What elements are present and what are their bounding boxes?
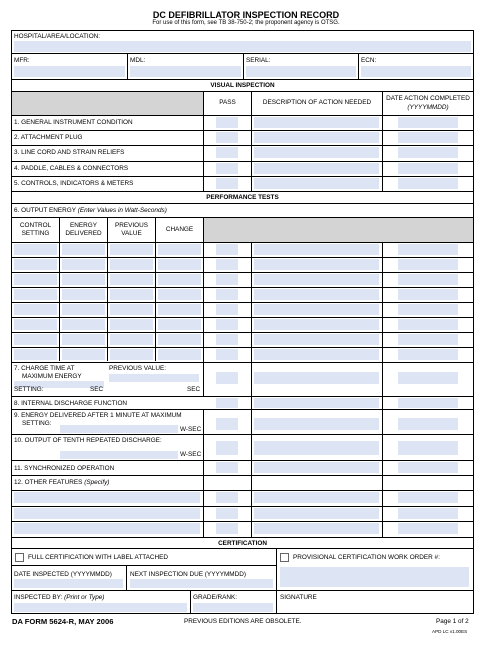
inspected-by-field[interactable] (14, 603, 187, 612)
energy-description[interactable] (254, 274, 379, 285)
item8-pass[interactable] (216, 398, 238, 408)
pass-header: PASS (219, 99, 236, 106)
item7-label: 7. CHARGE TIME AT (14, 365, 75, 372)
visual-item-description[interactable] (254, 147, 379, 158)
item11-description[interactable] (254, 462, 379, 473)
energy-delivered[interactable] (62, 349, 105, 360)
energy-previous-value[interactable] (110, 244, 153, 255)
visual-item-label: 2. ATTACHMENT PLUG (14, 134, 83, 142)
hospital-label: HOSPITAL/AREA/LOCATION: (14, 33, 101, 40)
row-divider (11, 521, 474, 522)
other-feature-description[interactable] (254, 523, 379, 534)
row-divider (11, 176, 474, 177)
energy-change[interactable] (158, 274, 201, 285)
other-feature-date[interactable] (398, 508, 458, 519)
visual-item-date[interactable] (398, 132, 458, 143)
charge-time-previous-field[interactable] (109, 374, 199, 382)
row-divider (11, 506, 474, 507)
ecn-label: ECN: (361, 57, 377, 64)
row-divider (11, 347, 474, 348)
frame-top (11, 30, 474, 31)
item11-pass[interactable] (216, 462, 238, 473)
wsec-unit-1: W-SEC (180, 426, 202, 433)
frame-right (473, 30, 474, 614)
energy-pass[interactable] (216, 244, 238, 255)
item7-description[interactable] (254, 372, 379, 384)
item8-label: 8. INTERNAL DISCHARGE FUNCTION (14, 400, 128, 407)
previous-value-label: PREVIOUS VALUE: (109, 365, 167, 372)
energy-change[interactable] (158, 289, 201, 300)
next-inspection-field[interactable] (130, 579, 273, 588)
item10-pass[interactable] (216, 441, 238, 455)
visual-section-title: VISUAL INSPECTION (210, 82, 275, 89)
energy-change[interactable] (158, 244, 201, 255)
energy-description[interactable] (254, 259, 379, 270)
energy-delivered[interactable] (62, 274, 105, 285)
other-feature-pass[interactable] (216, 523, 238, 534)
energy-previous-value[interactable] (110, 334, 153, 345)
col-change: CHANGE (165, 226, 194, 233)
energy-previous-value[interactable] (110, 259, 153, 270)
energy-control-setting[interactable] (14, 334, 57, 345)
full-certification-checkbox[interactable] (15, 553, 24, 562)
energy-date[interactable] (398, 334, 458, 345)
visual-item-description[interactable] (254, 178, 379, 189)
item10-value-field[interactable] (60, 451, 178, 459)
sec-unit-1: SEC (90, 386, 104, 393)
energy-delivered[interactable] (62, 319, 105, 330)
item10-description[interactable] (254, 441, 379, 455)
visual-item-date[interactable] (398, 117, 458, 128)
energy-description[interactable] (254, 349, 379, 360)
energy-control-setting[interactable] (14, 319, 57, 330)
item9-value-field[interactable] (60, 425, 178, 433)
visual-item-pass[interactable] (216, 132, 238, 143)
energy-change[interactable] (158, 334, 201, 345)
energy-pass[interactable] (216, 289, 238, 300)
energy-control-setting[interactable] (14, 274, 57, 285)
row-divider (11, 145, 474, 146)
visual-item-description[interactable] (254, 117, 379, 128)
row-divider (11, 287, 474, 288)
serial-label: SERIAL: (246, 57, 271, 64)
energy-previous-value[interactable] (110, 274, 153, 285)
row-divider (11, 191, 474, 192)
energy-date[interactable] (398, 259, 458, 270)
visual-item-pass[interactable] (216, 163, 238, 174)
previous-editions-note: PREVIOUS EDITIONS ARE OBSOLETE. (184, 618, 302, 625)
other-feature-field[interactable] (14, 523, 200, 534)
item12-label: 12. OTHER FEATURES (Specify) (14, 479, 110, 486)
energy-control-setting[interactable] (14, 289, 57, 300)
energy-change[interactable] (158, 259, 201, 270)
other-feature-description[interactable] (254, 492, 379, 503)
item11-label: 11. SYNCHRONIZED OPERATION (14, 465, 115, 472)
item10-date[interactable] (398, 441, 458, 455)
visual-item-description[interactable] (254, 132, 379, 143)
date-completed-header: DATE ACTION COMPLETED (386, 95, 470, 102)
form-subtitle: For use of this form, see TB 38-750-2; the proponent agency is OTSG. (152, 20, 340, 26)
visual-item-label: 1. GENERAL INSTRUMENT CONDITION (14, 119, 133, 126)
col-energy-delivered: ENERGY DELIVERED (65, 222, 102, 237)
energy-previous-value[interactable] (110, 349, 153, 360)
visual-item-pass[interactable] (216, 147, 238, 158)
item9-pass[interactable] (216, 418, 238, 430)
wsec-unit-2: W-SEC (180, 451, 202, 458)
other-feature-date[interactable] (398, 523, 458, 534)
visual-header-shade (12, 92, 203, 115)
description-header: DESCRIPTION OF ACTION NEEDED (262, 99, 372, 106)
visual-item-date[interactable] (398, 178, 458, 189)
signature-label: SIGNATURE (280, 594, 317, 601)
energy-previous-value[interactable] (110, 289, 153, 300)
visual-item-date[interactable] (398, 147, 458, 158)
energy-pass[interactable] (216, 334, 238, 345)
date-inspected-field[interactable] (14, 579, 123, 588)
energy-delivered[interactable] (62, 304, 105, 315)
energy-pass[interactable] (216, 349, 238, 360)
energy-change[interactable] (158, 319, 201, 330)
visual-item-label: 3. LINE CORD AND STRAIN RELIEFS (14, 149, 125, 157)
item8-description[interactable] (254, 398, 379, 408)
energy-previous-value[interactable] (110, 319, 153, 330)
visual-item-pass[interactable] (216, 178, 238, 189)
energy-control-setting[interactable] (14, 349, 57, 360)
energy-delivered[interactable] (62, 259, 105, 270)
col-previous-value: PREVIOUS VALUE (114, 222, 149, 237)
form-id: DA FORM 5624-R, MAY 2006 (12, 617, 114, 626)
visual-item-pass[interactable] (216, 117, 238, 128)
energy-pass[interactable] (216, 319, 238, 330)
energy-control-setting[interactable] (14, 259, 57, 270)
grade-rank-label: GRADE/RANK: (193, 594, 238, 601)
energy-previous-value[interactable] (110, 304, 153, 315)
energy-description[interactable] (254, 244, 379, 255)
row-divider (11, 362, 474, 363)
full-certification-label: FULL CERTIFICATION WITH LABEL ATTACHED (28, 554, 169, 561)
mdl-field[interactable] (130, 66, 241, 77)
energy-description[interactable] (254, 289, 379, 300)
energy-date[interactable] (398, 289, 458, 300)
mdl-label: MDL: (130, 57, 146, 64)
energy-control-setting[interactable] (14, 244, 57, 255)
visual-item-description[interactable] (254, 163, 379, 174)
row-divider (11, 130, 474, 131)
item10-label: 10. OUTPUT OF TENTH REPEATED DISCHARGE: (14, 437, 162, 444)
other-feature-field[interactable] (14, 492, 200, 503)
energy-change[interactable] (158, 349, 201, 360)
work-order-field[interactable] (280, 567, 469, 587)
frame-left (11, 30, 12, 614)
other-feature-pass[interactable] (216, 492, 238, 503)
energy-date[interactable] (398, 304, 458, 315)
row-divider (11, 332, 474, 333)
serial-field[interactable] (246, 66, 356, 77)
energy-date[interactable] (398, 349, 458, 360)
energy-description[interactable] (254, 304, 379, 315)
energy-date[interactable] (398, 244, 458, 255)
energy-delivered[interactable] (62, 289, 105, 300)
visual-item-label: 4. PADDLE, CABLES & CONNECTORS (14, 164, 129, 172)
energy-pass[interactable] (216, 304, 238, 315)
energy-delivered[interactable] (62, 244, 105, 255)
ecn-field[interactable] (361, 66, 471, 77)
col-control-setting: CONTROL SETTING (19, 222, 52, 237)
provisional-certification-label: PROVISIONAL CERTIFICATION WORK ORDER #: (293, 554, 440, 561)
row-divider (11, 257, 474, 258)
energy-description[interactable] (254, 319, 379, 330)
date-format-header: (YYYYMMDD) (407, 104, 449, 111)
performance-section-title: PERFORMANCE TESTS (206, 194, 279, 201)
inspected-by-label: INSPECTED BY: (Print or Type) (14, 594, 105, 601)
energy-control-setting[interactable] (14, 304, 57, 315)
item9-label-2: SETTING: (22, 420, 52, 427)
provisional-certification-checkbox[interactable] (280, 553, 289, 562)
setting-label: SETTING: (14, 386, 44, 393)
other-feature-field[interactable] (14, 508, 200, 519)
frame-bottom (11, 613, 474, 614)
energy-date[interactable] (398, 319, 458, 330)
other-feature-pass[interactable] (216, 508, 238, 519)
item9-date[interactable] (398, 418, 458, 430)
item9-description[interactable] (254, 418, 379, 430)
mfr-label: MFR: (14, 57, 30, 64)
visual-item-label: 5. CONTROLS, INDICATORS & METERS (14, 179, 134, 187)
energy-pass[interactable] (216, 259, 238, 270)
other-feature-description[interactable] (254, 508, 379, 519)
hospital-field[interactable] (14, 41, 471, 52)
item7-label-2: MAXIMUM ENERGY (22, 373, 82, 380)
item8-date[interactable] (398, 398, 458, 408)
page-number: Page 1 of 2 (436, 618, 469, 625)
next-inspection-label: NEXT INSPECTION DUE (YYYYMMDD) (130, 571, 246, 578)
energy-pass[interactable] (216, 274, 238, 285)
item11-date[interactable] (398, 462, 458, 473)
item7-date[interactable] (398, 372, 458, 384)
version-label: APD LC v1.00ES (432, 629, 468, 634)
perf-header-shade (204, 218, 473, 242)
sec-unit-2: SEC (187, 386, 201, 393)
energy-description[interactable] (254, 334, 379, 345)
item9-label: 9. ENERGY DELIVERED AFTER 1 MINUTE AT MAXIMUM (14, 412, 182, 419)
mfr-field[interactable] (14, 66, 125, 77)
certification-section-title: CERTIFICATION (218, 540, 267, 547)
row-divider (11, 317, 474, 318)
row-divider (11, 302, 474, 303)
energy-delivered[interactable] (62, 334, 105, 345)
item6-label: 6. OUTPUT ENERGY (Enter Values in Watt-Seconds) (14, 207, 167, 214)
grade-rank-field[interactable] (193, 603, 273, 612)
form-title: DC DEFIBRILLATOR INSPECTION RECORD (152, 10, 340, 20)
row-divider (11, 272, 474, 273)
row-divider (11, 161, 474, 162)
visual-item-date[interactable] (398, 163, 458, 174)
energy-change[interactable] (158, 304, 201, 315)
date-inspected-label: DATE INSPECTED (YYYYMMDD) (14, 571, 112, 578)
item7-pass[interactable] (216, 372, 238, 384)
energy-date[interactable] (398, 274, 458, 285)
other-feature-date[interactable] (398, 492, 458, 503)
